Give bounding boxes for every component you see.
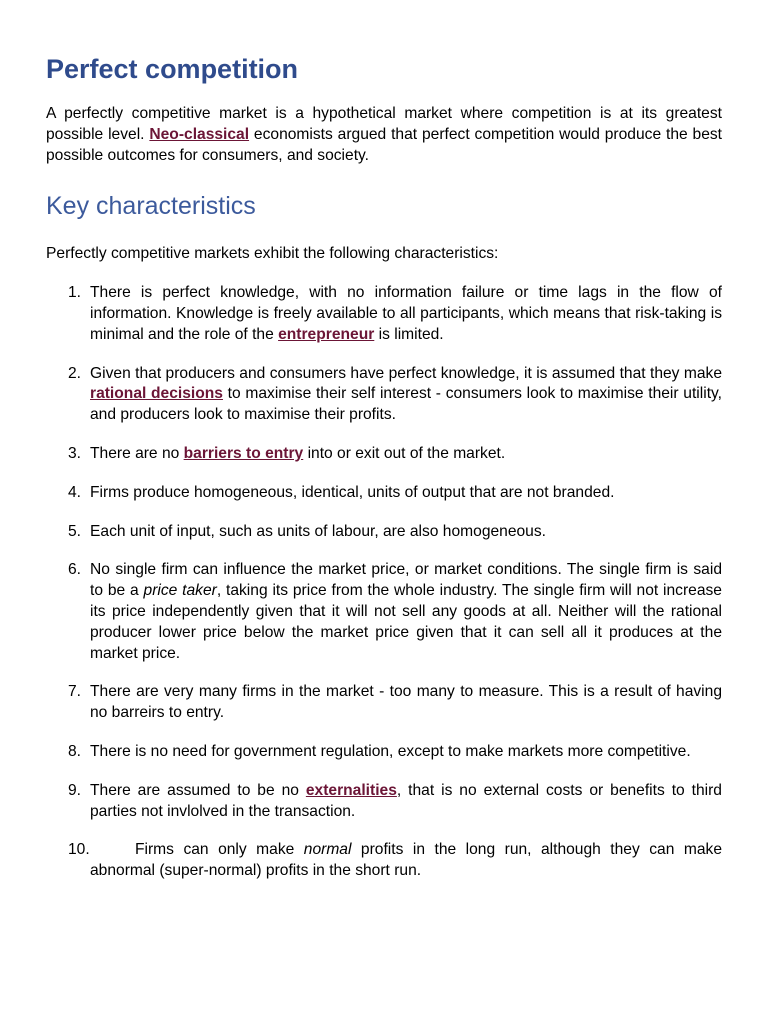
list-item	[46, 781, 722, 823]
list-item	[46, 560, 722, 664]
list-item-text: profits in the long run, although they can make abnormal (super-normal) profits in the short run.	[90, 841, 722, 880]
list-item	[46, 283, 722, 345]
list-item-text: into or exit out of the market.	[303, 444, 506, 462]
intro-text-after: economists argued that perfect competition would produce the best possible outcomes for consumers, and society.	[46, 125, 723, 164]
link-barriers-to-entry[interactable]: barriers to entry	[183, 444, 304, 462]
list-item-text: is limited.	[374, 325, 444, 343]
list-item-text: There are no	[90, 444, 184, 462]
link-rational-decisions[interactable]: rational decisions	[90, 385, 223, 403]
list-item-text: Given that producers and consumers have perfect knowledge, it is assumed that they make	[90, 364, 722, 382]
list-item-number: 1.	[68, 284, 82, 302]
list-item	[46, 483, 722, 504]
list-item-text: , taking its price from the whole industry. The single firm will not increase its price independently given that it will not sell any goods at all. Neither will the rational producer lower price below the market price given that it can sell all it produces at the market price.	[90, 582, 722, 662]
list-item	[46, 840, 722, 882]
list-item-text: There is no need for government regulation, except to make markets more competitive.	[90, 742, 691, 760]
list-item-number: 2.	[68, 364, 82, 382]
list-item	[46, 522, 722, 543]
link-externalities[interactable]: externalities	[305, 781, 397, 799]
list-item-number: 10.	[68, 841, 90, 859]
intro-text-before: A perfectly competitive market is a hypothetical market where competition is at its greatest possible level.	[46, 105, 722, 143]
list-item-emphasis: price taker	[143, 582, 217, 600]
list-item-text: Each unit of input, such as units of labour, are also homogeneous.	[90, 522, 546, 540]
list-item	[46, 364, 722, 426]
list-item-text: There is perfect knowledge, with no information failure or time lags in the flow of information. Knowledge is freely available to all participants, which means that risk-taking is minimal and the role of the	[90, 284, 722, 343]
link-entrepreneur[interactable]: entrepreneur	[278, 325, 375, 343]
intro-paragraph	[46, 104, 722, 166]
page-title: Perfect competition	[46, 54, 299, 84]
list-item	[46, 742, 722, 763]
link-neo-classical[interactable]: Neo-classical	[149, 125, 250, 143]
list-item-number: 7.	[68, 683, 82, 701]
list-item-number: 3.	[68, 444, 82, 462]
lead-paragraph: Perfectly competitive markets exhibit the following characteristics:	[46, 245, 499, 263]
list-item-number: 4.	[68, 483, 82, 501]
list-item-text: There are very many firms in the market - too many to measure. This is a result of having no barreirs to entry.	[90, 683, 722, 722]
list-item-text: Firms can only make	[135, 841, 304, 859]
list-item-number: 9.	[68, 781, 82, 799]
list-item-number: 5.	[68, 522, 82, 540]
list-item-emphasis: normal	[303, 841, 352, 859]
list-item-text: No single firm can influence the market price, or market conditions. The single firm is said to be a	[90, 561, 722, 600]
list-item-number: 8.	[68, 742, 82, 760]
document-page	[46, 52, 722, 900]
list-item-text: to maximise their self interest - consumers look to maximise their utility, and producers look to maximise their profits.	[90, 385, 722, 424]
list-item-text: There are assumed to be no	[90, 781, 306, 799]
list-item	[46, 682, 722, 724]
list-item-text: Firms produce homogeneous, identical, units of output that are not branded.	[90, 483, 615, 501]
section-heading: Key characteristics	[46, 192, 256, 221]
list-item-text: , that is no external costs or benefits to third parties not invlolved in the transaction.	[90, 781, 722, 820]
list-item	[46, 444, 722, 465]
characteristics-list	[46, 283, 722, 882]
list-item-number: 6.	[68, 561, 82, 579]
